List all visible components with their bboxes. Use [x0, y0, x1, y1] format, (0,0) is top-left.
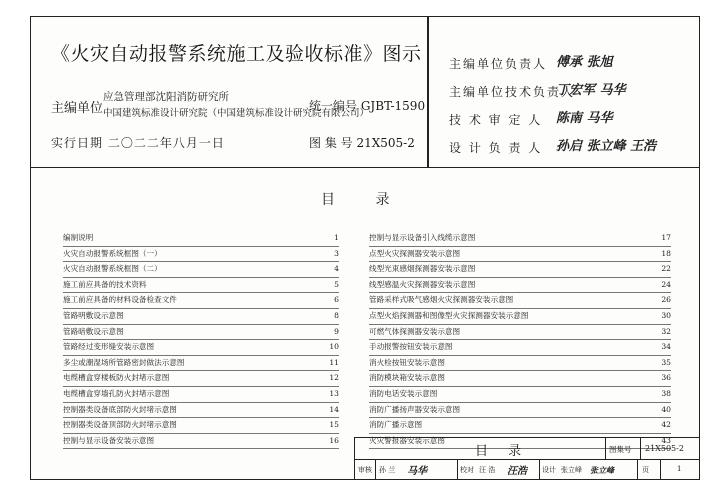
- toc-item-title: 消防电话安装示意图: [369, 388, 438, 398]
- toc-item-page: 24: [661, 279, 671, 289]
- implementation-date: 实行日期 二〇二二年八月一日: [51, 136, 225, 150]
- toc-item[interactable]: [369, 418, 671, 434]
- responsible-label-4: 设 计 负 责 人: [449, 141, 543, 155]
- toc-item[interactable]: [369, 340, 671, 356]
- toc-right-column: [369, 231, 671, 449]
- drawing-sheet: [30, 16, 700, 480]
- toc-item-page: 43: [661, 435, 671, 445]
- footer-divider: [605, 438, 606, 459]
- toc-left-column: [63, 231, 339, 449]
- toc-item[interactable]: [63, 371, 339, 387]
- responsible-signature-4: 孙启 张立峰 王浩: [556, 139, 657, 154]
- toc-item-title: 线型光束感烟探测器安装示意图: [369, 264, 476, 274]
- toc-item-title: 消防广播示意图: [369, 420, 423, 430]
- toc-item-title: 点型火焰探测器和图像型火灾探测器安装示意图: [369, 310, 529, 320]
- toc-item-title: 火灾自动报警系统框图（一）: [63, 248, 162, 258]
- toc-item-title: 火灾自动报警系统框图（二）: [63, 264, 162, 274]
- toc-item-title: 电缆槽盒穿楼板防火封堵示意图: [63, 373, 170, 383]
- toc-item-page: 1: [334, 233, 339, 242]
- toc-item-title: 消防模块箱安装示意图: [369, 373, 445, 383]
- footer-atlas-value: 21X505-2: [645, 444, 684, 453]
- toc-item-title: 电缆槽盒穿墙孔防火封堵示意图: [63, 388, 170, 398]
- toc-item[interactable]: [63, 403, 339, 419]
- toc-item[interactable]: [63, 418, 339, 434]
- toc-item[interactable]: [63, 293, 339, 309]
- toc-item[interactable]: [63, 434, 339, 450]
- footer-divider: [375, 459, 376, 480]
- toc-item-page: 9: [334, 326, 339, 336]
- toc-item-page: 5: [334, 279, 339, 289]
- page-value: 1: [677, 465, 682, 473]
- toc-item-page: 12: [329, 373, 339, 383]
- toc-item[interactable]: [63, 309, 339, 325]
- toc-item-page: 42: [661, 420, 671, 430]
- toc-item-title: 线型感温火灾探测器安装示意图: [369, 279, 476, 289]
- design-name: 张立峰: [561, 466, 582, 474]
- toc-item-title: 控制器类设备顶部防火封堵示意图: [63, 420, 177, 430]
- toc-item[interactable]: [369, 231, 671, 247]
- title-block: [31, 17, 699, 168]
- toc-item-page: 35: [661, 357, 671, 367]
- toc-item-page: 22: [661, 264, 671, 274]
- toc-item-page: 17: [661, 233, 671, 242]
- toc-item-page: 4: [334, 264, 339, 274]
- toc-item[interactable]: [369, 278, 671, 294]
- toc-item[interactable]: [369, 247, 671, 263]
- footer-divider: [539, 459, 540, 480]
- check-name: 汪 浩: [479, 466, 496, 474]
- footer-atlas-label: 图集号: [609, 445, 632, 454]
- toc-item[interactable]: [369, 325, 671, 341]
- toc-item-title: 施工前应具备的材料设备检查文件: [63, 295, 177, 305]
- toc-item-title: 控制与显示设备引入线缆示意图: [369, 233, 476, 242]
- toc-item-page: 40: [661, 404, 671, 414]
- toc-item-page: 34: [661, 342, 671, 352]
- toc-item-title: 管路暗敷设示意图: [63, 326, 124, 336]
- design-signature: 张立峰: [590, 466, 614, 475]
- toc-item[interactable]: [63, 387, 339, 403]
- toc-item-page: 26: [661, 295, 671, 305]
- toc-item-page: 14: [329, 404, 339, 414]
- toc-title: 目 录: [321, 192, 408, 208]
- responsible-signature-2: 丁宏军 马华: [556, 83, 626, 98]
- toc-item[interactable]: [369, 309, 671, 325]
- toc-item[interactable]: [369, 371, 671, 387]
- toc-item-title: 点型火灾探测器安装示意图: [369, 248, 461, 258]
- responsible-signature-1: 傅承 张旭: [556, 55, 613, 70]
- toc-item[interactable]: [369, 262, 671, 278]
- toc-item[interactable]: [63, 340, 339, 356]
- toc-item-title: 多尘或潮湿场所管路密封做法示意图: [63, 357, 185, 367]
- toc-item-page: 6: [334, 295, 339, 305]
- toc-item[interactable]: [369, 403, 671, 419]
- toc-item-title: 控制器类设备底部防火封堵示意图: [63, 404, 177, 414]
- toc-item[interactable]: [369, 387, 671, 403]
- page-label: 页: [642, 466, 649, 474]
- toc-item[interactable]: [63, 325, 339, 341]
- footer-row-divider: [355, 459, 700, 460]
- header-divider: [427, 17, 429, 167]
- toc-item-title: 控制与显示设备安装示意图: [63, 435, 155, 445]
- check-signature: 汪浩: [507, 466, 527, 477]
- toc-item-title: 消火栓按钮安装示意图: [369, 357, 445, 367]
- design-label: 设计: [542, 466, 556, 474]
- toc-item[interactable]: [63, 231, 339, 247]
- toc-item-title: 编制说明: [63, 233, 94, 242]
- footer-divider: [637, 459, 638, 480]
- check-label: 校对: [460, 466, 474, 474]
- toc-item-title: 消防广播扬声器安装示意图: [369, 404, 461, 414]
- toc-item-title: 管路明敷设示意图: [63, 310, 124, 320]
- atlas-number: 图 集 号 21X505-2: [309, 136, 415, 150]
- toc-item-title: 管路经过变形缝安装示意图: [63, 342, 155, 352]
- responsible-signature-3: 陈南 马华: [556, 111, 613, 126]
- toc-item-title: 火灾警报器安装示意图: [369, 435, 445, 445]
- toc-item-title: 手动报警按钮安装示意图: [369, 342, 453, 352]
- footer-divider: [660, 459, 661, 480]
- responsible-label-3: 技 术 审 定 人: [449, 113, 543, 127]
- toc-item-page: 36: [661, 373, 671, 383]
- toc-item[interactable]: [63, 356, 339, 372]
- toc-item[interactable]: [369, 293, 671, 309]
- editor-org-1: 应急管理部沈阳消防研究所: [103, 91, 229, 103]
- toc-item-page: 15: [329, 420, 339, 430]
- toc-item-page: 30: [661, 310, 671, 320]
- editor-label: 主编单位: [51, 101, 104, 116]
- review-signature: 马华: [407, 466, 427, 477]
- review-label: 审核: [358, 466, 372, 474]
- toc-item[interactable]: [63, 247, 339, 263]
- toc-item[interactable]: [63, 262, 339, 278]
- toc-item-page: 8: [334, 310, 339, 320]
- serial-number: 统一编号 GJBT-1590: [309, 99, 426, 113]
- footer-title-block: [354, 437, 700, 480]
- toc-item[interactable]: [369, 356, 671, 372]
- toc-item-page: 10: [329, 342, 339, 352]
- toc-item-page: 32: [661, 326, 671, 336]
- toc-item-page: 18: [661, 248, 671, 258]
- review-name: 孙 兰: [379, 466, 396, 474]
- footer-title: 目 录: [475, 444, 530, 459]
- responsible-label-2: 主编单位技术负责人: [449, 85, 576, 99]
- toc-item-page: 11: [329, 357, 339, 367]
- toc-item-page: 16: [329, 435, 339, 445]
- toc-item-title: 管路采样式吸气感烟火灾探测器安装示意图: [369, 295, 514, 305]
- editor-org-2: 中国建筑标准设计研究院（中国建筑标准设计研究院有限公司）: [103, 108, 370, 119]
- footer-divider: [457, 459, 458, 480]
- toc-item-page: 38: [661, 388, 671, 398]
- atlas-title: 《火灾自动报警系统施工及验收标准》图示: [51, 43, 422, 65]
- footer-divider: [640, 438, 641, 459]
- responsible-label-1: 主编单位负责人: [449, 57, 548, 71]
- toc-item-page: 13: [329, 388, 339, 398]
- toc-item-title: 可燃气体探测器安装示意图: [369, 326, 461, 336]
- toc-item-title: 施工前应具备的技术资料: [63, 279, 147, 289]
- toc-item-page: 3: [334, 248, 339, 258]
- toc-item[interactable]: [63, 278, 339, 294]
